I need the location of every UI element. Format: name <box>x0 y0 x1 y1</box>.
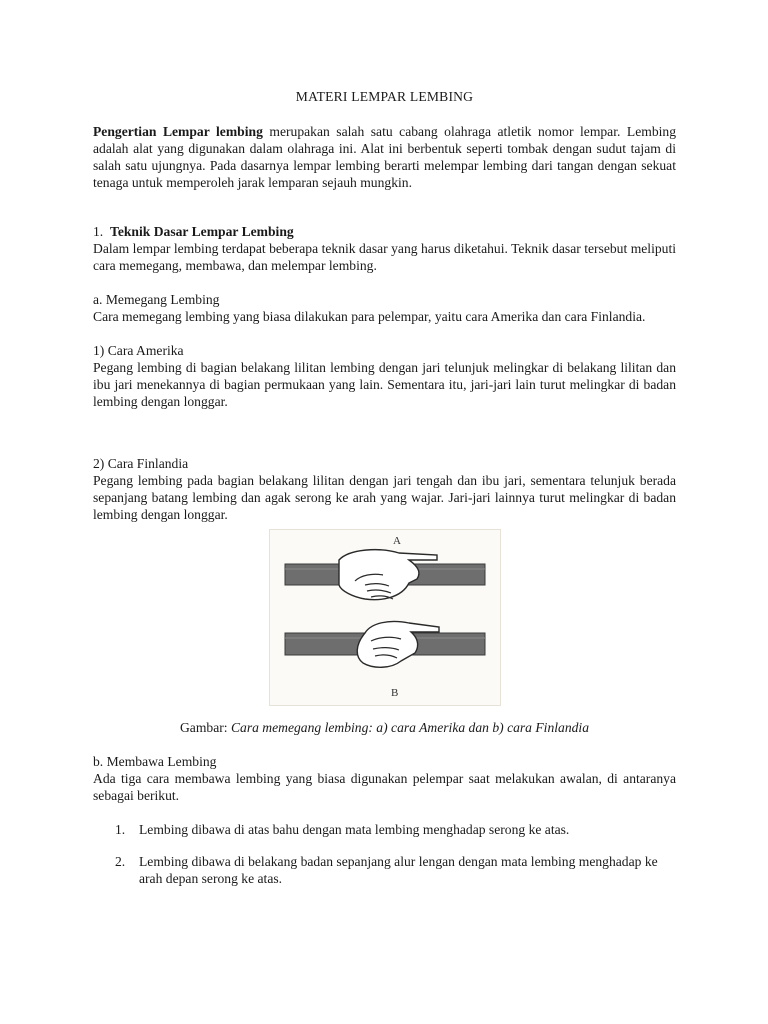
cara-amerika-heading: 1) Cara Amerika <box>93 343 184 358</box>
sub-a-paragraph: Cara memegang lembing yang biasa dilakukan para pelempar, yaitu cara Amerika dan cara Finlandia. <box>93 309 646 324</box>
section1-heading <box>93 223 676 240</box>
list-item-text: Lembing dibawa di atas bahu dengan mata lembing menghadap serong ke atas. <box>139 822 570 837</box>
figure-caption <box>93 719 676 736</box>
cara-finlandia-heading: 2) Cara Finlandia <box>93 456 189 471</box>
sub-b-paragraph: Ada tiga cara membawa lembing yang biasa digunakan pelempar saat melakukan awalan, di antaranya sebagai berikut. <box>93 771 676 803</box>
javelin-grip-illustration <box>269 529 501 706</box>
list-item-text: Lembing dibawa di belakang badan sepanjang alur lengan dengan mata lembing menghadap ke arah depan serong ke atas. <box>139 854 658 886</box>
list-item-number: 2. <box>115 854 126 869</box>
section1-paragraph: Dalam lempar lembing terdapat beberapa teknik dasar yang harus diketahui. Teknik dasar tersebut meliputi cara memegang, membawa, dan melempar lembing. <box>93 241 676 273</box>
intro-text: merupakan salah satu cabang olahraga atletik nomor lempar. Lembing adalah alat yang digunakan dalam olahraga ini. Alat ini berbentuk seperti tombak dengan sudut tajam di salah satu ujungnya. Pada dasarnya lempar lembing berarti melempar lembing dari tangan dengan sekuat tenaga untuk memperoleh jarak lemparan sejauh mungkin. <box>93 124 676 190</box>
intro-bold-term: Pengertian Lempar lembing <box>93 124 263 139</box>
sub-b-heading: b. Membawa Lembing <box>93 754 217 769</box>
caption-italic: Cara memegang lembing: a) cara Amerika dan b) cara Finlandia <box>230 720 589 735</box>
list-item <box>93 853 676 887</box>
list-item-number: 1. <box>115 822 126 837</box>
document-body <box>93 88 676 887</box>
carry-methods-list <box>93 821 676 887</box>
sub-a-heading: a. Memegang Lembing <box>93 292 220 307</box>
javelin-grip-figure <box>269 529 501 706</box>
list-item <box>93 821 676 838</box>
document-title: MATERI LEMPAR LEMBING <box>295 89 474 104</box>
section1-number: 1. <box>93 224 104 239</box>
figure-label-a: A <box>393 535 401 547</box>
caption-prefix: Gambar: <box>179 720 231 735</box>
section1-title: Teknik Dasar Lempar Lembing <box>110 224 294 239</box>
intro-paragraph <box>93 123 676 191</box>
cara-finlandia-paragraph: Pegang lembing pada bagian belakang lilitan dengan jari tengah dan ibu jari, sementara telunjuk berada sepanjang batang lembing dan agak serong ke arah yang wajar. Jari-jari lainnya turut melingkar di badan lembing dengan longgar. <box>93 473 676 522</box>
figure-label-b: B <box>391 687 399 699</box>
cara-amerika-paragraph: Pegang lembing di bagian belakang lilitan lembing dengan jari telunjuk melingkar di belakang lilitan dan ibu jari menekannya di bagian permukaan yang lain. Sementara itu, jari-jari lain turut melingkar di badan lembing dengan longgar. <box>93 360 676 409</box>
